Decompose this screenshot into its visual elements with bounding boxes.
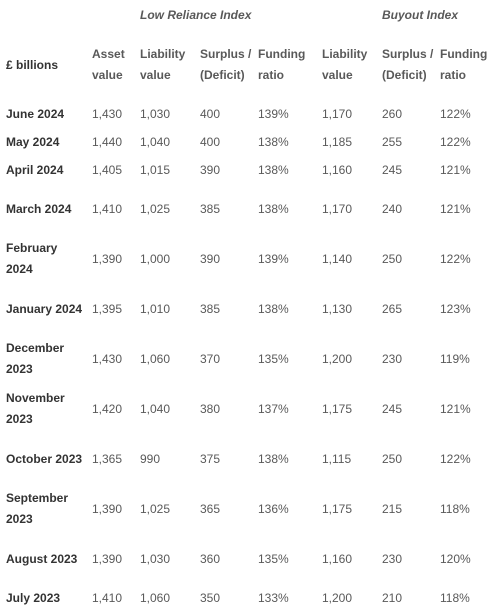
buyout-liability-cell: 1,200	[322, 590, 353, 605]
row-month: February 2024	[6, 241, 58, 276]
asset-value-cell: 1,390	[92, 501, 123, 516]
buyout-funding-cell: 122%	[440, 251, 471, 266]
buyout-surplus-cell: 245	[382, 401, 403, 416]
buyout-surplus-cell: 260	[382, 106, 403, 121]
buyout-liability-cell: 1,140	[322, 251, 353, 266]
funding-ratio-cell: 139%	[258, 251, 289, 266]
surplus-cell: 350	[200, 590, 221, 605]
funding-ratio-cell: 138%	[258, 301, 289, 316]
table-row	[0, 484, 500, 534]
funding-ratio-cell: 135%	[258, 551, 289, 566]
row-month: March 2024	[6, 201, 72, 216]
liability-value-cell: 1,030	[140, 551, 171, 566]
row-month: January 2024	[6, 301, 83, 316]
asset-value-cell: 1,390	[92, 251, 123, 266]
liability-value-cell: 1,025	[140, 501, 171, 516]
surplus-cell: 375	[200, 451, 221, 466]
liability-value-cell: 1,030	[140, 106, 171, 121]
buyout-funding-cell: 119%	[440, 351, 470, 366]
buyout-liability-cell: 1,175	[322, 401, 353, 416]
buyout-surplus-cell: 245	[382, 162, 403, 177]
buyout-funding-cell: 121%	[440, 162, 471, 177]
buyout-surplus-cell: 230	[382, 351, 403, 366]
column-header-row	[0, 30, 500, 100]
table-row	[0, 100, 500, 128]
table-row	[0, 334, 500, 384]
buyout-funding-cell: 121%	[440, 201, 471, 216]
buyout-surplus-cell: 230	[382, 551, 403, 566]
liability-value-cell: 1,015	[140, 162, 171, 177]
row-month: September 2023	[6, 491, 69, 526]
buyout-surplus-cell: 210	[382, 590, 403, 605]
column-header-surplus: Surplus / (Deficit)	[200, 47, 252, 82]
buyout-surplus-cell: 250	[382, 251, 403, 266]
surplus-cell: 380	[200, 401, 221, 416]
buyout-surplus-cell: 240	[382, 201, 403, 216]
funding-ratio-cell: 138%	[258, 134, 289, 149]
group-header-spacer	[0, 0, 86, 30]
buyout-liability-cell: 1,160	[322, 162, 353, 177]
funding-ratio-cell: 135%	[258, 351, 289, 366]
table-row	[0, 434, 500, 484]
table-row	[0, 534, 500, 584]
surplus-cell: 370	[200, 351, 221, 366]
buyout-funding-cell: 120%	[440, 551, 471, 566]
liability-value-cell: 1,010	[140, 301, 171, 316]
buyout-liability-cell: 1,115	[322, 451, 352, 466]
liability-value-cell: 990	[140, 451, 161, 466]
liability-value-cell: 1,025	[140, 201, 171, 216]
buyout-liability-cell: 1,170	[322, 201, 353, 216]
asset-value-cell: 1,420	[92, 401, 123, 416]
column-header-asset-value: Asset value	[92, 47, 125, 82]
liability-value-cell: 1,000	[140, 251, 171, 266]
row-month: August 2023	[6, 551, 78, 566]
liability-value-cell: 1,040	[140, 401, 171, 416]
surplus-cell: 400	[200, 134, 221, 149]
buyout-funding-cell: 121%	[440, 401, 471, 416]
column-header-buyout-surplus: Surplus / (Deficit)	[382, 47, 434, 82]
column-header-buyout-funding: Funding ratio	[440, 47, 488, 82]
row-month: December 2023	[6, 341, 65, 376]
asset-value-cell: 1,405	[92, 162, 123, 177]
funding-ratio-cell: 137%	[258, 401, 289, 416]
row-month: June 2024	[6, 106, 65, 121]
surplus-cell: 360	[200, 551, 221, 566]
buyout-surplus-cell: 215	[382, 501, 403, 516]
buyout-liability-cell: 1,170	[322, 106, 353, 121]
row-month: April 2024	[6, 162, 64, 177]
buyout-liability-cell: 1,185	[322, 134, 353, 149]
funding-ratio-cell: 138%	[258, 201, 289, 216]
column-header-units: £ billions	[6, 57, 59, 72]
buyout-funding-cell: 118%	[440, 590, 470, 605]
asset-value-cell: 1,410	[92, 201, 123, 216]
low-reliance-index-header: Low Reliance Index	[140, 7, 252, 22]
surplus-cell: 400	[200, 106, 221, 121]
row-month: November 2023	[6, 391, 65, 426]
surplus-cell: 385	[200, 201, 221, 216]
buyout-surplus-cell: 255	[382, 134, 403, 149]
buyout-funding-cell: 118%	[440, 501, 470, 516]
liability-value-cell: 1,060	[140, 351, 171, 366]
column-header-funding-ratio: Funding ratio	[258, 47, 306, 82]
asset-value-cell: 1,390	[92, 551, 123, 566]
table-row	[0, 284, 500, 334]
asset-value-cell: 1,430	[92, 351, 123, 366]
buyout-liability-cell: 1,130	[322, 301, 353, 316]
asset-value-cell: 1,395	[92, 301, 123, 316]
funding-ratio-cell: 138%	[258, 162, 289, 177]
surplus-cell: 385	[200, 301, 221, 316]
table-row	[0, 184, 500, 234]
column-header-liability-value: Liability value	[140, 47, 186, 82]
column-header-buyout-liability: Liability value	[322, 47, 368, 82]
surplus-cell: 390	[200, 162, 221, 177]
buyout-index-header: Buyout Index	[382, 7, 459, 22]
asset-value-cell: 1,410	[92, 590, 123, 605]
buyout-funding-cell: 122%	[440, 451, 471, 466]
group-header-spacer	[316, 0, 376, 30]
funding-ratio-cell: 136%	[258, 501, 289, 516]
funding-ratio-cell: 138%	[258, 451, 289, 466]
buyout-surplus-cell: 265	[382, 301, 403, 316]
surplus-cell: 390	[200, 251, 221, 266]
row-month: October 2023	[6, 451, 83, 466]
buyout-liability-cell: 1,175	[322, 501, 353, 516]
buyout-liability-cell: 1,160	[322, 551, 353, 566]
row-month: May 2024	[6, 134, 60, 149]
group-header-spacer	[86, 0, 134, 30]
liability-value-cell: 1,040	[140, 134, 171, 149]
table-row	[0, 156, 500, 184]
buyout-liability-cell: 1,200	[322, 351, 353, 366]
table-row	[0, 584, 500, 612]
row-month: July 2023	[6, 590, 61, 605]
surplus-cell: 365	[200, 501, 221, 516]
asset-value-cell: 1,365	[92, 451, 123, 466]
group-header-row	[0, 0, 500, 30]
buyout-funding-cell: 122%	[440, 134, 471, 149]
table-row	[0, 128, 500, 156]
buyout-surplus-cell: 250	[382, 451, 403, 466]
funding-ratio-cell: 139%	[258, 106, 289, 121]
funding-ratio-cell: 133%	[258, 590, 289, 605]
buyout-funding-cell: 123%	[440, 301, 471, 316]
liability-value-cell: 1,060	[140, 590, 171, 605]
table-row	[0, 384, 500, 434]
table-row	[0, 234, 500, 284]
asset-value-cell: 1,430	[92, 106, 123, 121]
asset-value-cell: 1,440	[92, 134, 123, 149]
buyout-funding-cell: 122%	[440, 106, 471, 121]
